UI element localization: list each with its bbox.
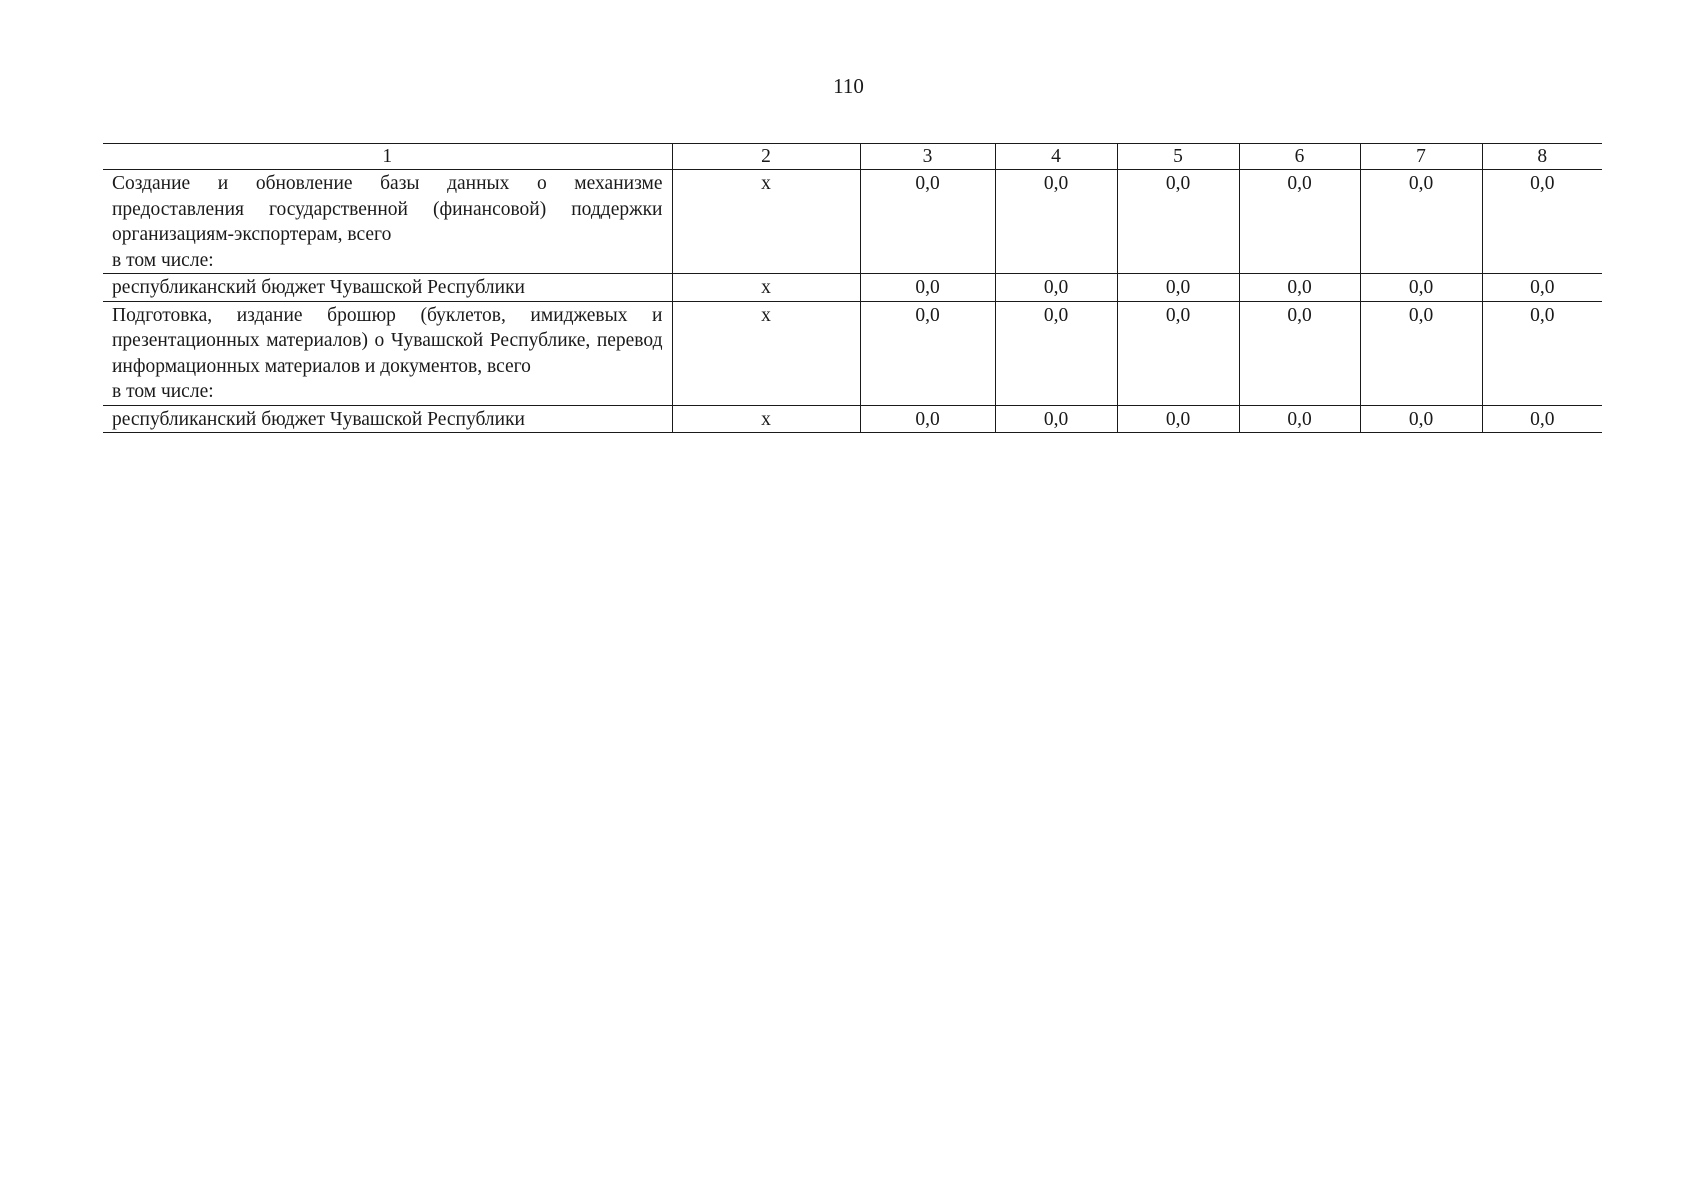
row-description (103, 274, 672, 302)
cell-col8: 0,0 (1482, 274, 1602, 302)
row-description (103, 301, 672, 405)
budget-table (103, 143, 1602, 433)
column-header-3: 3 (860, 144, 995, 170)
row-subheading: в том числе: (112, 381, 214, 402)
row-description-text: республиканский бюджет Чувашской Республики (112, 277, 525, 298)
cell-col8: 0,0 (1482, 301, 1602, 405)
column-header-2: 2 (672, 144, 860, 170)
table-header-row (103, 144, 1602, 170)
cell-col2: x (672, 301, 860, 405)
row-description (103, 170, 672, 274)
cell-col6: 0,0 (1239, 405, 1360, 433)
cell-col8: 0,0 (1482, 170, 1602, 274)
table-row (103, 170, 1602, 274)
column-header-8: 8 (1482, 144, 1602, 170)
cell-col2: x (672, 405, 860, 433)
cell-col5: 0,0 (1117, 274, 1239, 302)
page-number: 110 (833, 74, 864, 98)
row-description-text: республиканский бюджет Чувашской Республики (112, 408, 525, 430)
cell-col3: 0,0 (860, 405, 995, 433)
cell-col8: 0,0 (1482, 405, 1602, 433)
cell-col7: 0,0 (1360, 274, 1482, 302)
cell-col5: 0,0 (1117, 405, 1239, 433)
cell-col7: 0,0 (1360, 170, 1482, 274)
table-row (103, 274, 1602, 302)
column-header-5: 5 (1117, 144, 1239, 170)
row-description-text: Создание и обновление базы данных о механизме предоставления государственной (финансовой) поддержки организациям-экспортерам, всего (112, 173, 663, 245)
column-header-6: 6 (1239, 144, 1360, 170)
cell-col4: 0,0 (995, 301, 1117, 405)
table-row (103, 405, 1602, 433)
cell-col4: 0,0 (995, 405, 1117, 433)
column-header-1: 1 (103, 144, 672, 170)
cell-col5: 0,0 (1117, 170, 1239, 274)
cell-col2: x (672, 274, 860, 302)
cell-col4: 0,0 (995, 274, 1117, 302)
table-row (103, 301, 1602, 405)
row-description (103, 405, 672, 433)
cell-col6: 0,0 (1239, 274, 1360, 302)
row-description-text: Подготовка, издание брошюр (буклетов, имиджевых и презентационных материалов) о Чувашской Республике, перевод информационных материалов и документов, всего (112, 304, 663, 377)
cell-col7: 0,0 (1360, 405, 1482, 433)
cell-col4: 0,0 (995, 170, 1117, 274)
cell-col6: 0,0 (1239, 301, 1360, 405)
cell-col5: 0,0 (1117, 301, 1239, 405)
cell-col6: 0,0 (1239, 170, 1360, 274)
column-header-4: 4 (995, 144, 1117, 170)
cell-col2: x (672, 170, 860, 274)
cell-col3: 0,0 (860, 170, 995, 274)
row-subheading: в том числе: (112, 249, 214, 271)
cell-col7: 0,0 (1360, 301, 1482, 405)
cell-col3: 0,0 (860, 274, 995, 302)
column-header-7: 7 (1360, 144, 1482, 170)
cell-col3: 0,0 (860, 301, 995, 405)
